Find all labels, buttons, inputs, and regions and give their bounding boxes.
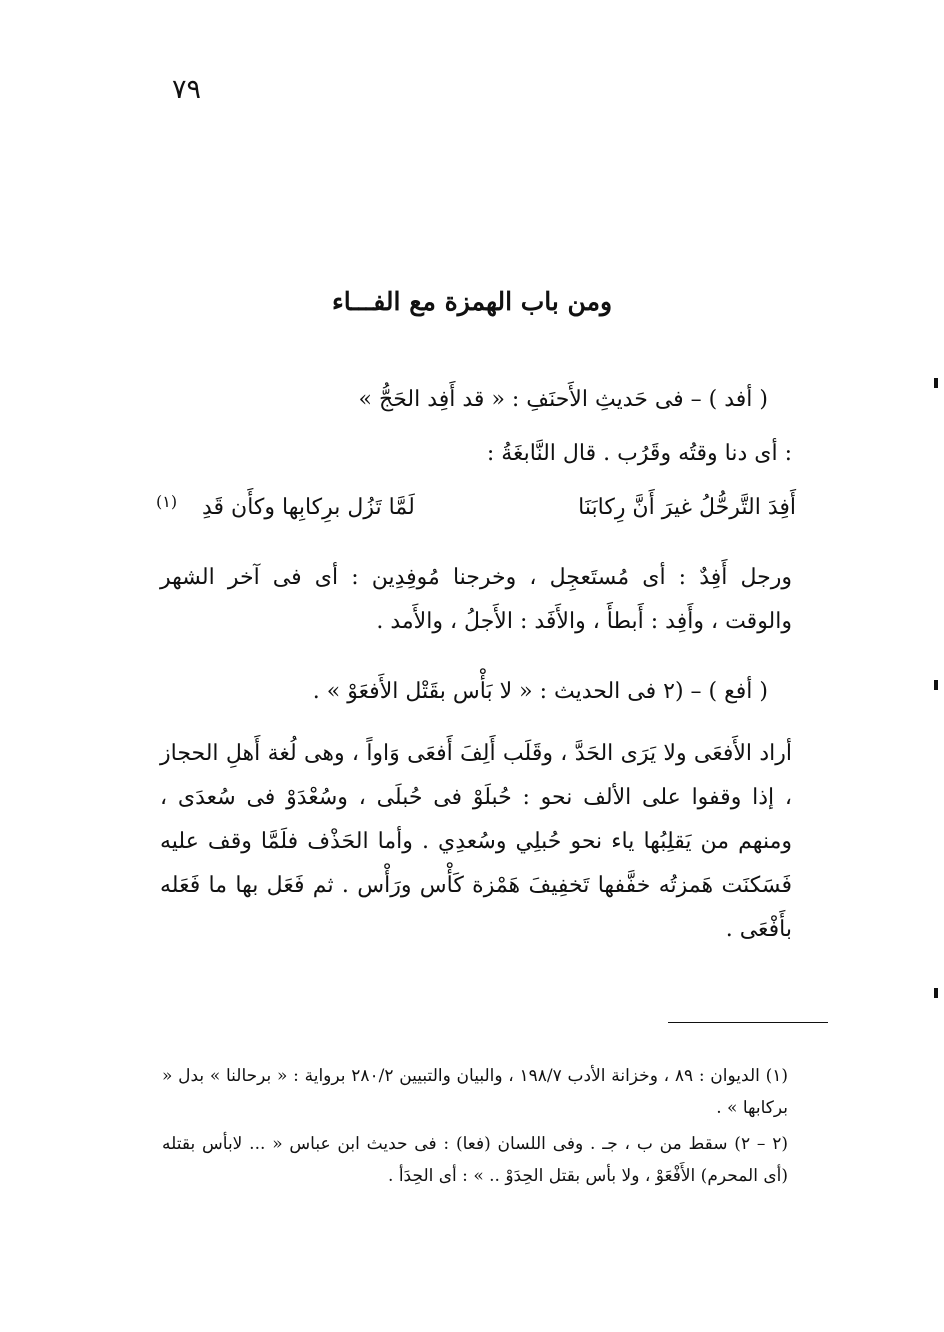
section-heading: ومن باب الهمزة مع الفـــاء <box>331 287 613 316</box>
poetry-verse <box>156 486 796 530</box>
verse-first-hemistich: أَفِدَ التَّرحُّلُ غيرَ أَنَّ رِكابَنَا <box>578 495 796 520</box>
footnote-1: (١) الديوان : ٨٩ ، وخزانة الأدب ١٩٨/٧ ، والبيان والتبيين ٢٨٠/٢ برواية : « برحالنا » بدل « بركابها » . <box>162 1066 789 1118</box>
entry-afa-line1: ( أفع ) – (٢ فى الحديث : « لا بَأْس بقَتْل الأَفعَوْ » . <box>312 679 768 704</box>
entry-afad-paragraph: ورجل أَفِدٌ : أى مُستَعجِل ، وخرجنا مُوفِدِين : أى فى آخر الشهر والوقت ، وأَفِد : أَبطأَ ، والأَفَد : الأَجلُ ، والأَمد . <box>160 565 792 634</box>
entry-afad-line1: ( أفد ) – فى حَديثِ الأَحنَفِ : « قد أَفِد الحَجُّ » <box>358 387 768 412</box>
page-number: ٧٩ <box>172 74 202 105</box>
verse-second-hemistich: لَمَّا تَزُل برِكابِها وكأَن قَدِ <box>202 495 415 520</box>
entry-afad-line2: : أى دنا وقتُه وقَرُب . قال النَّابغَةُ : <box>486 441 792 466</box>
footnote-separator <box>668 1022 828 1023</box>
margin-mark <box>934 680 938 690</box>
footnote-2: (٢ – ٢) سقط من ب ، جـ . وفى اللسان (فعا) : فى حديث ابن عباس « ... لابأس بقتله (أى المحرم) الأَفْعَوْ ، ولا بأس بقتل الحِدَوْ .. » : أى الحِدَأ . <box>162 1134 788 1186</box>
footnote-reference-1: (١) <box>156 492 178 511</box>
margin-mark <box>934 988 938 998</box>
margin-mark <box>934 378 938 388</box>
entry-afad-headword-line <box>160 378 792 422</box>
entry-afa-paragraph: أراد الأَفعَى ولا يَرَى الحَدَّ ، وقَلَب أَلِفَ أَفعَى وَاواً ، وهى لُغة أَهلِ الحجاز ، إذا وقفوا على الألف نحو : حُبلَوْ فى حُبلَى ، وسُعْدَوْ فى سُعدَى ، ومنهم من يَقلِبُها ياء نحو حُبلِي وسُعدِي . وأما الحَذْف فلَمَّا وقف عليه فَسَكنَت هَمزتُه خفَّفها تَخفِيفَ هَمْزة كَأْس ورَأْس . ثم فَعَل بها ما فَعَله بأَفْعَى . <box>160 741 792 942</box>
entry-afa-headword-line <box>160 670 792 714</box>
